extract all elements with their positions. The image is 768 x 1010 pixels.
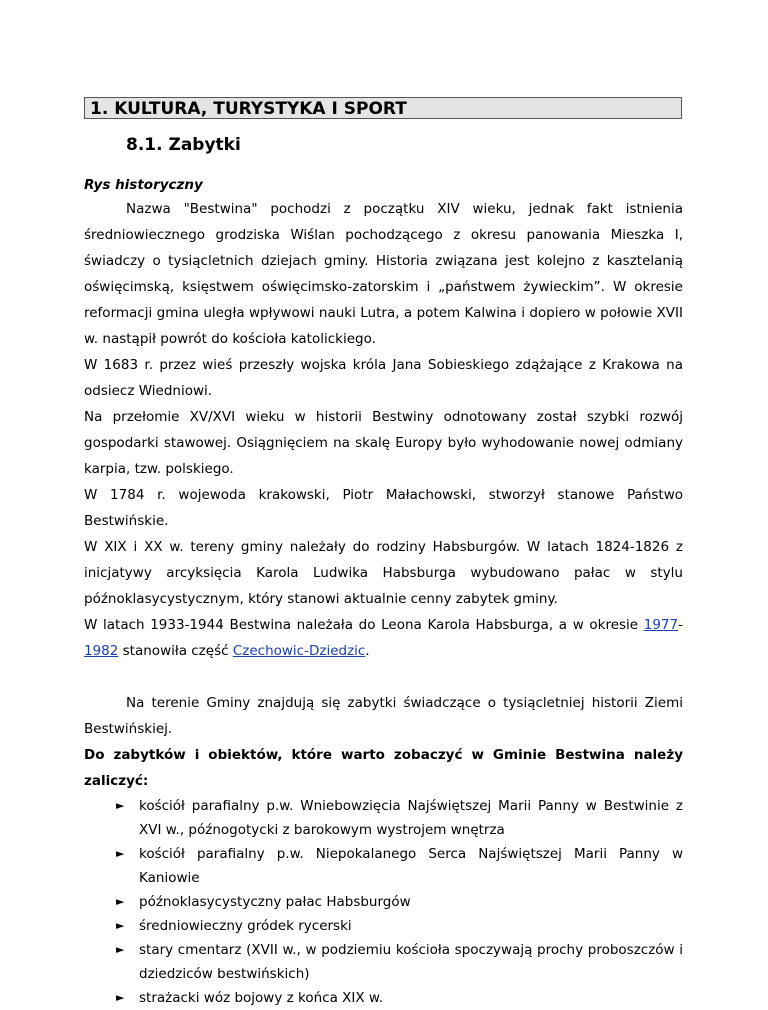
paragraph-text: . (365, 643, 370, 659)
section-heading: 8.1. Zabytki (126, 135, 241, 155)
paragraph-text: W latach 1933-1944 Bestwina należała do Leona Karola Habsburga, a w okresie (84, 617, 644, 633)
list-item (84, 794, 683, 842)
list-item-text: średniowieczny gródek rycerski (139, 918, 352, 934)
dash-text: - (678, 617, 683, 633)
content-body (84, 174, 683, 1010)
paragraph-history-origin: Nazwa "Bestwina" pochodzi z początku XIV wieku, jednak fakt istnienia średniowiecznego grodziska Wiślan pochodzącego z okresu panowania Mieszka I, świadczy o tysiącletnich dziejach gminy. Historia związana jest kolejno z kasztelanią oświęcimską, księstwem oświęcimsko-zatorskim i „państwem żywieckim”. W okresie reformacji gmina uległa wpływowi nauki Lutra, a potem Kalwina i dopiero w połowie XVII w. nastąpił powrót do kościoła katolickiego. (84, 201, 683, 347)
list-item-text: kościół parafialny p.w. Wniebowzięcia Najświętszej Marii Panny w Bestwinie z XVI w., późnogotycki z barokowym wystrojem wnętrza (139, 798, 683, 838)
bullet-arrow-icon: ► (116, 799, 125, 812)
paragraph-monuments-heading: Do zabytków i obiektów, które warto zobaczyć w Gminie Bestwina należy zaliczyć: (84, 747, 683, 789)
list-item (84, 986, 683, 1010)
paragraph-leon-karol (84, 612, 683, 664)
monuments-list (84, 794, 683, 1010)
paragraph-sobieski: W 1683 r. przez wieś przeszły wojska króla Jana Sobieskiego zdążające z Krakowa na odsiecz Wiedniowi. (84, 357, 683, 399)
paragraph-fish-farming: Na przełomie XV/XVI wieku w historii Bestwiny odnotowany został szybki rozwój gospodarki stawowej. Osiągnięciem na skalę Europy było wyhodowanie nowej odmiany karpia, tzw. polskiego. (84, 409, 683, 477)
bullet-arrow-icon: ► (116, 919, 125, 932)
bullet-arrow-icon: ► (116, 943, 125, 956)
link-1982[interactable]: 1982 (84, 643, 119, 659)
list-item-text: kościół parafialny p.w. Niepokalanego Serca Najświętszej Marii Panny w Kaniowie (139, 846, 683, 886)
bullet-arrow-icon: ► (116, 895, 125, 908)
list-item (84, 938, 683, 986)
link-1977[interactable]: 1977 (643, 617, 679, 633)
paragraph-habsburgs: W XIX i XX w. tereny gminy należały do rodziny Habsburgów. W latach 1824-1826 z inicjatywy arcyksięcia Karola Ludwika Habsburga wybudowano pałac w stylu późnoklasycystycznym, który stanowi aktualnie cenny zabytek gminy. (84, 539, 683, 607)
link-czechowice-dziedzice[interactable]: Czechowic-Dziedzic (232, 643, 366, 659)
list-item-text: strażacki wóz bojowy z końca XIX w. (139, 990, 384, 1006)
list-item (84, 914, 683, 938)
list-item (84, 890, 683, 914)
bullet-arrow-icon: ► (116, 847, 125, 860)
chapter-heading: 1. KULTURA, TURYSTYKA I SPORT (84, 97, 682, 119)
paragraph-monuments-intro: Na terenie Gminy znajdują się zabytki świadczące o tysiącletniej historii Ziemi Bestwińskiej. (84, 695, 683, 737)
subheading: Rys historyczny (84, 177, 203, 193)
paragraph-text: stanowiła część (118, 643, 233, 659)
paragraph-malachowski: W 1784 r. wojewoda krakowski, Piotr Małachowski, stworzył stanowe Państwo Bestwińskie. (84, 487, 683, 529)
list-item (84, 842, 683, 890)
list-item-text: późnoklasycystyczny pałac Habsburgów (139, 894, 411, 910)
list-item-text: stary cmentarz (XVII w., w podziemiu kościoła spoczywają prochy proboszczów i dziedziców bestwińskich) (139, 942, 683, 982)
bullet-arrow-icon: ► (116, 991, 125, 1004)
